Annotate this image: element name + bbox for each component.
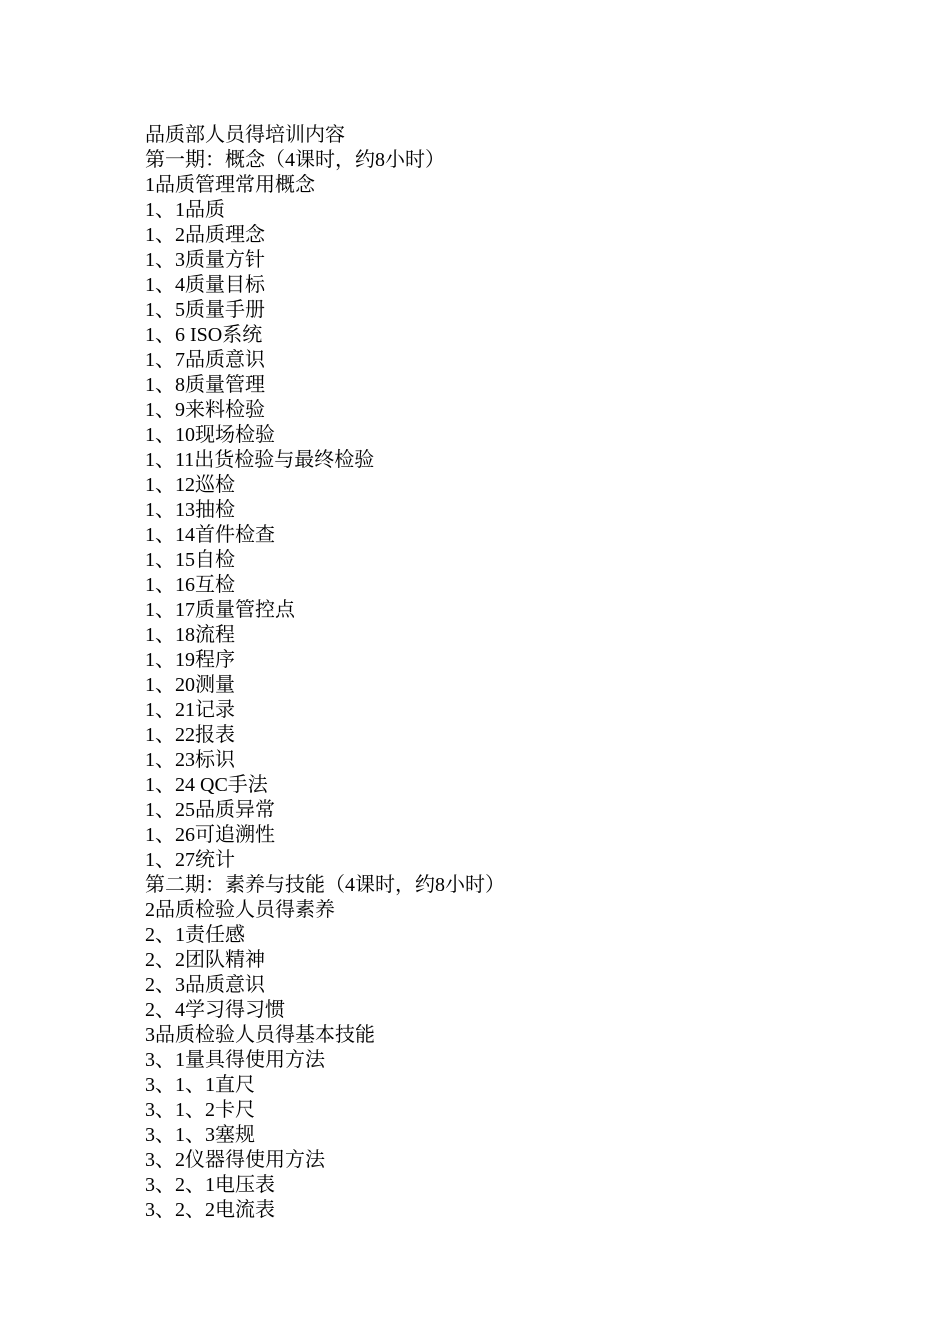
list-item: 1、12巡检 (145, 474, 235, 496)
list-item: 2、1责任感 (145, 924, 245, 946)
list-item: 1、7品质意识 (145, 349, 265, 371)
list-item: 1、4质量目标 (145, 274, 265, 296)
list-item: 3、2仪器得使用方法 (145, 1149, 325, 1171)
list-item: 1、23标识 (145, 749, 235, 771)
list-item: 3、1量具得使用方法 (145, 1049, 325, 1071)
list-item: 3、1、3塞规 (145, 1124, 255, 1146)
topic-heading-3: 3品质检验人员得基本技能 (145, 1024, 375, 1046)
list-item: 1、9来料检验 (145, 399, 265, 421)
list-item: 1、15自检 (145, 549, 235, 571)
list-item: 3、2、1电压表 (145, 1174, 275, 1196)
section-heading-phase-2: 第二期：素养与技能（4课时，约8小时） (145, 874, 505, 896)
document-body (145, 123, 845, 1223)
list-item: 1、17质量管控点 (145, 599, 295, 621)
section-heading-phase-1: 第一期：概念（4课时，约8小时） (145, 149, 445, 171)
list-item: 3、2、2电流表 (145, 1199, 275, 1221)
list-item: 1、27统计 (145, 849, 235, 871)
list-item: 1、18流程 (145, 624, 235, 646)
topic-heading-2: 2品质检验人员得素养 (145, 899, 335, 921)
list-item: 1、20测量 (145, 674, 235, 696)
list-item: 3、1、2卡尺 (145, 1099, 255, 1121)
list-item: 1、10现场检验 (145, 424, 275, 446)
list-item: 1、24 QC手法 (145, 774, 268, 796)
list-item: 1、13抽检 (145, 499, 235, 521)
list-item: 2、4学习得习惯 (145, 999, 285, 1021)
list-item: 1、6 ISO系统 (145, 324, 263, 346)
list-item: 2、3品质意识 (145, 974, 265, 996)
list-item: 1、2品质理念 (145, 224, 265, 246)
list-item: 1、19程序 (145, 649, 235, 671)
topic-heading-1: 1品质管理常用概念 (145, 174, 315, 196)
list-item: 1、21记录 (145, 699, 235, 721)
list-item: 1、8质量管理 (145, 374, 265, 396)
list-item: 1、25品质异常 (145, 799, 275, 821)
list-item: 2、2团队精神 (145, 949, 265, 971)
document-title: 品质部人员得培训内容 (145, 124, 345, 146)
list-item: 3、1、1直尺 (145, 1074, 255, 1096)
list-item: 1、22报表 (145, 724, 235, 746)
list-item: 1、5质量手册 (145, 299, 265, 321)
list-item: 1、1品质 (145, 199, 225, 221)
list-item: 1、11出货检验与最终检验 (145, 449, 375, 471)
list-item: 1、14首件检查 (145, 524, 275, 546)
list-item: 1、3质量方针 (145, 249, 265, 271)
list-item: 1、16互检 (145, 574, 235, 596)
list-item: 1、26可追溯性 (145, 824, 275, 846)
